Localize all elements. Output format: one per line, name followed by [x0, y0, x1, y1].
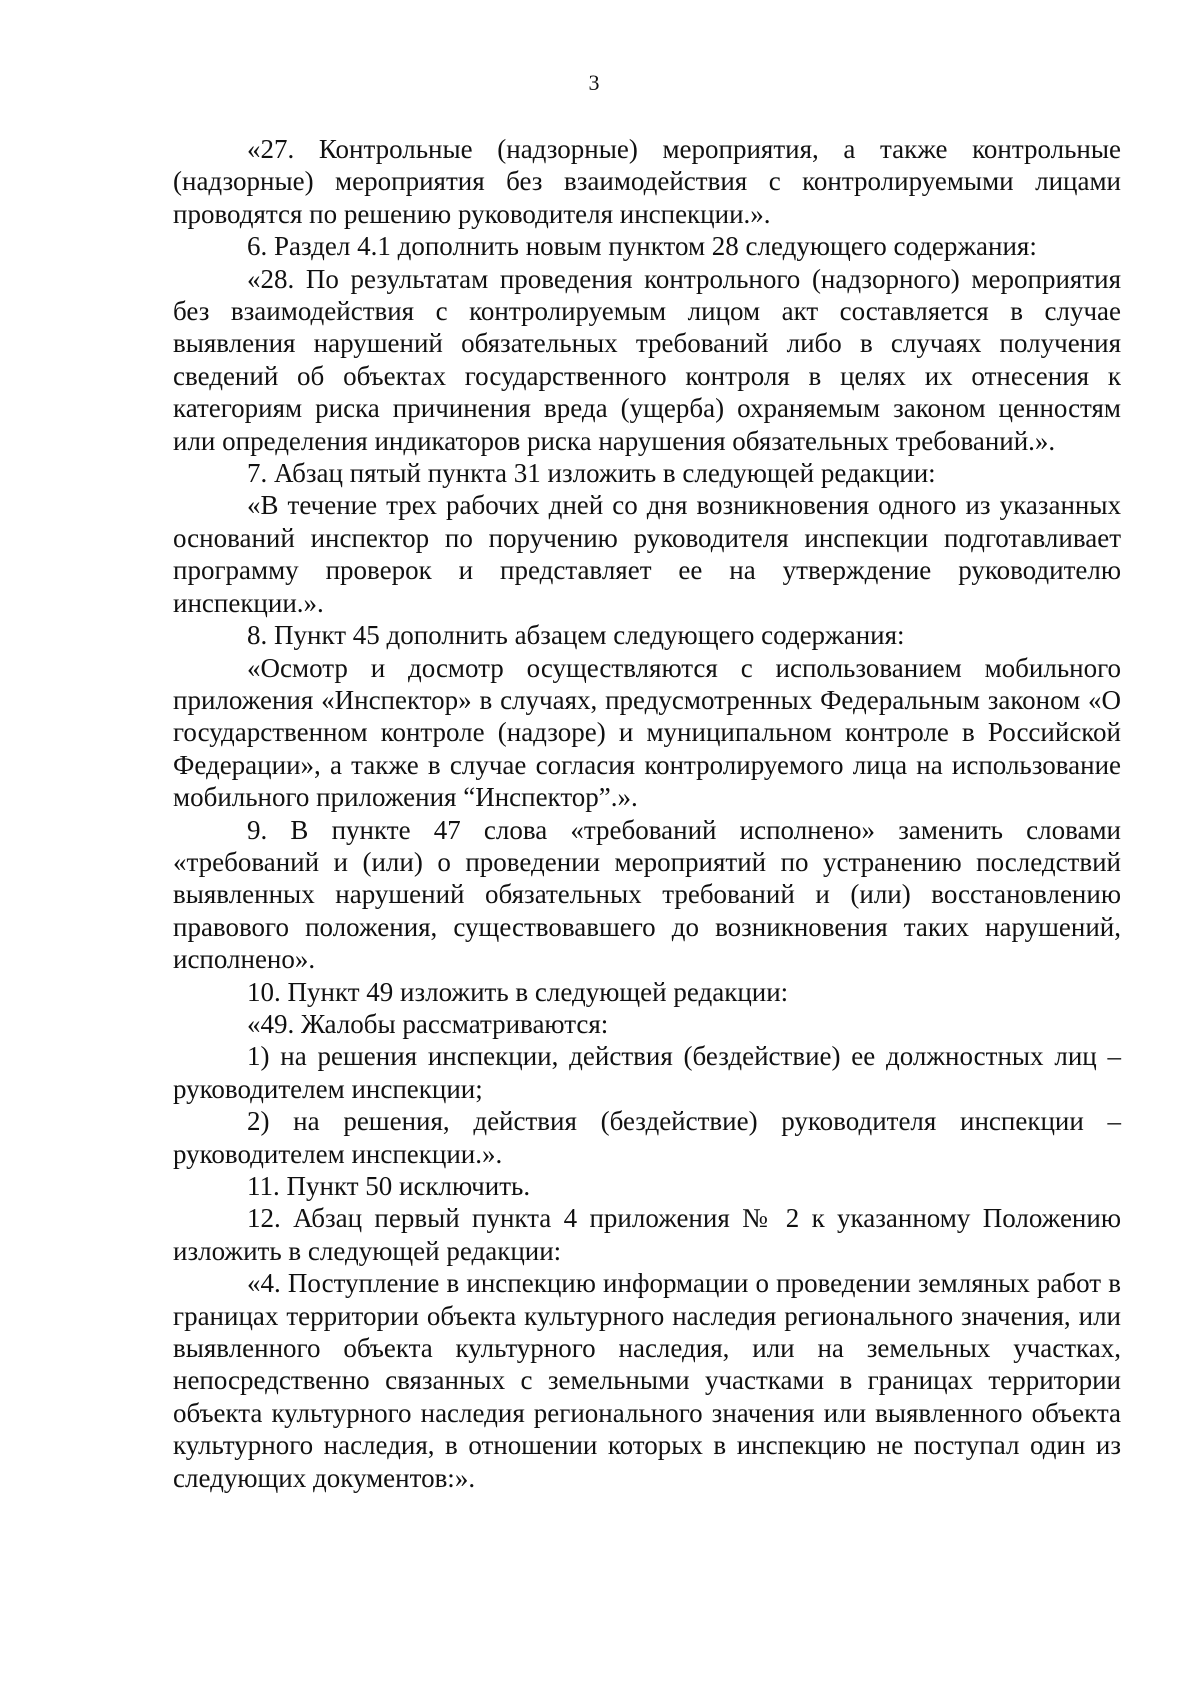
paragraph-amendment-7: 7. Абзац пятый пункта 31 изложить в следующей редакции:: [247, 458, 936, 489]
paragraph-item-31-text: «В течение трех рабочих дней со дня возникновения одного из указанных оснований инспектор по поручению руководителя инспекции подготавливает программу проверок и представляет ее на утверждение руководителю инспекции.».: [173, 490, 1121, 618]
paragraph-amendment-11: 11. Пункт 50 исключить.: [247, 1171, 531, 1201]
paragraph-amendment-6: 6. Раздел 4.1 дополнить новым пунктом 28 следующего содержания:: [247, 231, 1037, 262]
paragraph-item-49: «49. Жалобы рассматриваются:: [247, 1008, 609, 1039]
paragraph-item-4: «4. Поступление в инспекцию информации о проведении земляных работ в границах территории объекта культурного наследия регионального значения, или выявленного объекта культурного наследия, или на земельных участках, непосредственно связанных с земельными участками в границах территории объекта культурного наследия регионального значения или выявленного объекта культурного наследия, в отношении которых в инспекцию не поступал один из следующих документов:».: [173, 1268, 1121, 1493]
paragraph-amendment-9: 9. В пункте 47 слова «требований исполнено» заменить словами «требований и (или) о проведении мероприятий по устранению последствий выявленных нарушений обязательных требований и (или) восстановлению правового положения, существовавшего до возникновения таких нарушений, исполнено».: [173, 814, 1121, 975]
paragraph-item-45-text: «Осмотр и досмотр осуществляются с использованием мобильного приложения «Инспектор» в случаях, предусмотренных Федеральным законом «О государственном контроле (надзоре) и муниципальном контроле в Российской Федерации», а также в случае согласия контролируемого лица на использование мобильного приложения “Инспектор”.».: [173, 652, 1121, 813]
paragraph-amendment-8: 8. Пункт 45 дополнить абзацем следующего содержания:: [247, 620, 905, 651]
paragraph-item-49-sub-1: 1) на решения инспекции, действия (бездействие) ее должностных лиц – руководителем инспекции;: [173, 1041, 1121, 1104]
paragraph-item-28: «28. По результатам проведения контрольного (надзорного) мероприятия без взаимодействия с контролируемым лицом акт составляется в случае выявления нарушений обязательных требований либо в случаях получения сведений об объектах государственного контроля в целях их отнесения к категориям риска причинения вреда (ущерба) охраняемым законом ценностям или определения индикаторов риска нарушения обязательных требований.».: [173, 263, 1121, 456]
paragraph-item-27: «27. Контрольные (надзорные) мероприятия, а также контрольные (надзорные) мероприятия без взаимодействия с контролируемыми лицами проводятся по решению руководителя инспекции.».: [173, 134, 1121, 229]
page-number: 3: [588, 70, 600, 95]
paragraph-amendment-10: 10. Пункт 49 изложить в следующей редакции:: [247, 976, 789, 1007]
paragraph-item-49-sub-2: 2) на решения, действия (бездействие) руководителя инспекции – руководителем инспекции.».: [173, 1106, 1121, 1169]
document-body: [173, 133, 1121, 1494]
paragraph-amendment-12: 12. Абзац первый пункта 4 приложения № 2 к указанному Положению изложить в следующей редакции:: [173, 1203, 1121, 1266]
